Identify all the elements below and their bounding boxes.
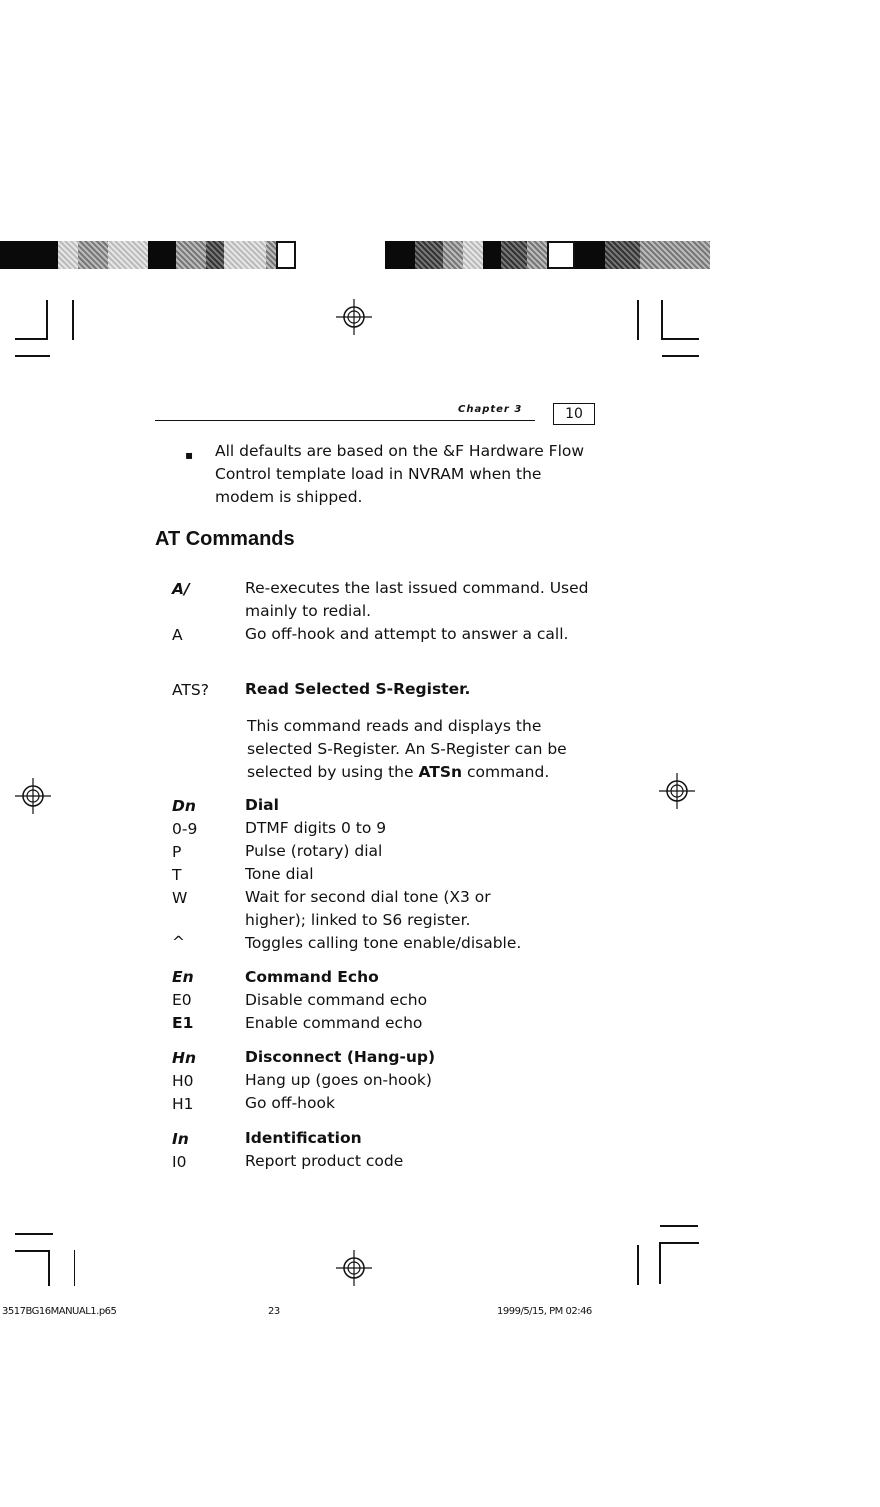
command-description: Command Echo [245,968,379,986]
command-code: En [172,968,194,986]
command-code: W [172,889,188,907]
crop-mark [637,1245,639,1285]
crop-mark [661,300,663,340]
crop-mark [662,355,699,357]
command-code: A/ [172,580,190,598]
crop-mark [15,355,50,357]
header-rule [155,420,535,421]
command-description: Disconnect (Hang-up) [245,1048,436,1066]
command-code: Dn [172,797,196,815]
crop-mark [46,300,48,340]
page-box: 10 [553,403,595,425]
crop-mark [72,300,74,340]
registration-target-icon [657,771,697,811]
crop-mark [661,338,699,340]
command-code: 0-9 [172,820,198,838]
bullet-text: All defaults are based on the &F Hardware Flow Control template load in NVRAM when the modem is shipped. [215,442,585,506]
explanation-command-text: ATSn [418,763,463,781]
command-code: ^ [172,933,185,951]
command-description: Report product code [245,1152,404,1170]
explanation-post: command. [462,763,550,781]
crop-mark [660,1225,698,1227]
command-description: Wait for second dial tone (X3 or higher); linked to S6 register. [245,888,491,929]
command-description: Hang up (goes on-hook) [245,1071,432,1089]
crop-mark [15,338,48,340]
command-description: Re-executes the last issued command. Used mainly to redial. [245,579,589,620]
command-description: Tone dial [245,865,314,883]
registration-target-icon [334,297,374,337]
crop-mark [15,1250,50,1252]
crop-mark [659,1242,699,1244]
command-code: In [172,1130,189,1148]
explanation-pre: This command reads and displays the selected S-Register. An S-Register can be selected by using the [247,717,567,781]
command-code: ATS? [172,681,209,699]
command-description: Pulse (rotary) dial [245,842,383,860]
command-description: Disable command echo [245,991,428,1009]
chapter-label: Chapter 3 [458,404,523,415]
crop-mark [48,1250,50,1286]
explanation-command [418,763,462,781]
bullet-icon: ▪ [185,448,194,462]
command-code: H1 [172,1095,194,1113]
command-description: Enable command echo [245,1014,423,1032]
command-code: E0 [172,991,192,1009]
command-description: DTMF digits 0 to 9 [245,819,387,837]
command-description: Toggles calling tone enable/disable. [245,934,522,952]
footer-filename: 3517BG16MANUAL1.p65 [2,1306,117,1317]
command-description: Dial [245,796,279,814]
section-title: AT Commands [155,528,295,550]
command-code: I0 [172,1153,187,1171]
command-code: H0 [172,1072,194,1090]
command-code: E1 [172,1014,194,1032]
command-explanation [247,715,587,784]
command-description: Go off-hook [245,1094,335,1112]
registration-bar-right [385,241,710,269]
footer-page-number: 23 [268,1306,280,1317]
command-description: Go off-hook and attempt to answer a call. [245,625,569,643]
footer-timestamp: 1999/5/15, PM 02:46 [497,1306,592,1317]
command-code: P [172,843,182,861]
crop-mark [637,300,639,340]
command-description: Identification [245,1129,362,1147]
registration-bar-left [0,241,296,269]
crop-mark [74,1250,75,1286]
command-code: Hn [172,1049,197,1067]
command-description: Read Selected S-Register. [245,680,471,698]
registration-target-icon [13,776,53,816]
command-code: T [172,866,182,884]
crop-mark [15,1233,53,1235]
registration-target-icon [334,1248,374,1288]
command-code: A [172,626,183,644]
crop-mark [659,1242,661,1284]
